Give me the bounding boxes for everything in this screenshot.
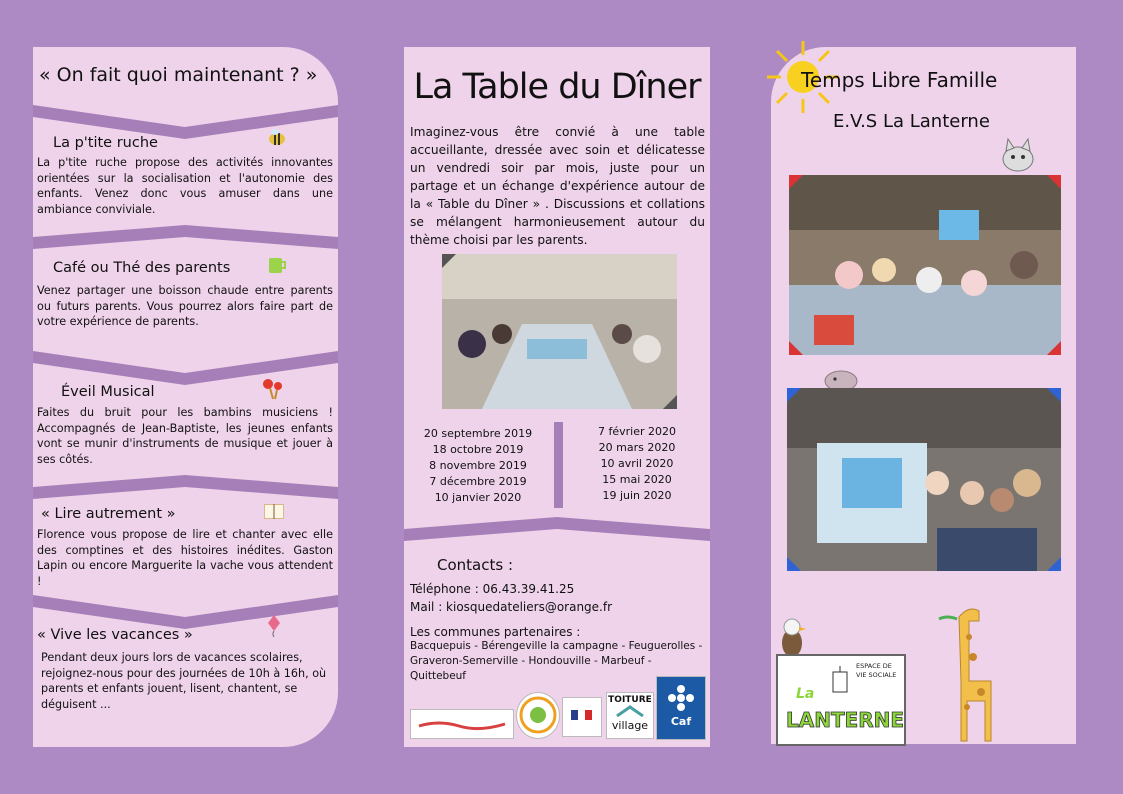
date-item: 10 janvier 2020 bbox=[434, 491, 522, 504]
republic-logo-icon bbox=[563, 698, 601, 736]
caf-flower-icon bbox=[666, 683, 696, 713]
children-photo-1-art bbox=[789, 175, 1061, 355]
photo-corner bbox=[1047, 341, 1061, 355]
dates-left bbox=[418, 426, 538, 506]
bird-icon bbox=[777, 617, 807, 659]
contacts-title: Contacts : bbox=[437, 556, 513, 574]
lanterne-logo-word: LANTERNE bbox=[786, 708, 905, 732]
brochure-subtitle: E.V.S La Lanterne bbox=[833, 111, 990, 132]
partner-logo bbox=[410, 709, 514, 739]
dinner-photo bbox=[442, 254, 677, 409]
caf-logo-text: Caf bbox=[670, 715, 692, 728]
photo-corner bbox=[1047, 175, 1061, 189]
section-body-ruche: La p'tite ruche propose des activités innovantes orientées sur la socialisation et l'autonomie des enfants. Venez donc vous amuser dans une ambiance conviviale. bbox=[37, 156, 333, 216]
intro-text: Imaginez-vous être convié à une table accueillante, dressée avec soin et délicatesse un vendredi soir par mois, juste pour un partage et un échange d'expérience autour de la « Table du Dîner » . Discussions et collations se mélangent harmonieusement autour du thème choisi par les parents. bbox=[410, 125, 705, 247]
children-photo-2 bbox=[787, 388, 1061, 571]
chevron-divider bbox=[33, 225, 338, 259]
partner-logo bbox=[606, 692, 654, 739]
date-item: 7 décembre 2019 bbox=[429, 475, 527, 488]
chevron-divider bbox=[404, 517, 710, 551]
date-item: 18 octobre 2019 bbox=[432, 443, 524, 456]
lantern-icon bbox=[826, 666, 854, 696]
photo-corner bbox=[789, 341, 803, 355]
bee-icon bbox=[265, 125, 289, 149]
dates-right bbox=[582, 424, 692, 504]
toiture-logo-text: TOITURE bbox=[608, 695, 652, 705]
date-separator bbox=[554, 422, 563, 508]
dinner-photo-art bbox=[442, 254, 677, 409]
chevron-divider bbox=[33, 475, 338, 509]
date-item: 7 février 2020 bbox=[597, 425, 676, 438]
date-item: 10 avril 2020 bbox=[600, 457, 674, 470]
section-body-lire: Florence vous propose de lire et chanter avec elle des comptines et des histoires inédites. Gaston Lapin ou encore Marguerite la vache vous attendent ! bbox=[37, 528, 333, 588]
section-body-eveil: Faites du bruit pour les bambins musiciens ! Accompagnés de Jean-Baptiste, les jeunes enfants vont se munir d'instruments de musique et jouer à ses côtés. bbox=[37, 406, 333, 466]
section-title-vacances: « Vive les vacances » bbox=[37, 627, 193, 643]
mail-text: Mail : kiosquedateliers@orange.fr bbox=[410, 600, 613, 614]
photo-corner bbox=[787, 388, 801, 402]
date-item: 8 novembre 2019 bbox=[429, 459, 527, 472]
photo-corner bbox=[787, 557, 801, 571]
section-title-lire: « Lire autrement » bbox=[41, 506, 176, 522]
photo-corner bbox=[442, 254, 456, 268]
children-photo-2-art bbox=[787, 388, 1061, 571]
section-body-vacances: Pendant deux jours lors de vacances scolaires, rejoignez-nous pour des journées de 10h à 16h, où parents et enfants jouent, lisent, chantent, se déguisent ... bbox=[41, 651, 327, 711]
colorful-logo-icon bbox=[517, 693, 559, 738]
section-body-cafe: Venez partager une boisson chaude entre parents ou futurs parents. Vous pourrez alors faire part de votre expérience de parents. bbox=[37, 284, 333, 328]
photo-corner bbox=[663, 395, 677, 409]
partner-logo bbox=[562, 697, 602, 737]
lanterne-logo bbox=[776, 654, 906, 746]
kiosque-logo-icon bbox=[411, 710, 513, 738]
book-icon bbox=[262, 499, 286, 523]
lanterne-logo-espace: ESPACE DE VIE SOCIALE bbox=[856, 662, 897, 679]
phone-text: Téléphone : 06.43.39.41.25 bbox=[410, 582, 575, 596]
cat-icon bbox=[996, 135, 1040, 175]
partner-logo bbox=[516, 692, 560, 739]
chevron-divider bbox=[33, 351, 338, 385]
section-title-cafe: Café ou Thé des parents bbox=[53, 260, 231, 276]
maracas-icon bbox=[261, 377, 285, 401]
brochure-title: Temps Libre Famille bbox=[801, 68, 998, 92]
giraffe-icon bbox=[929, 597, 1009, 747]
kite-icon bbox=[262, 614, 286, 638]
date-item: 20 mars 2020 bbox=[598, 441, 676, 454]
communes-list: Bacquepuis - Bérengeville la campagne - Feuguerolles - Graveron-Semerville - Hondouville - Marbeuf - Quittebeuf bbox=[410, 640, 703, 682]
right-panel bbox=[771, 47, 1076, 744]
section-title-eveil: Éveil Musical bbox=[61, 384, 155, 400]
children-photo-1 bbox=[789, 175, 1061, 355]
partner-logo bbox=[656, 676, 706, 740]
cup-icon bbox=[265, 253, 289, 277]
toiture-logo-sub: village bbox=[611, 719, 649, 732]
left-panel bbox=[33, 47, 338, 747]
communes-title: Les communes partenaires : bbox=[410, 625, 581, 639]
photo-corner bbox=[1047, 388, 1061, 402]
date-item: 19 juin 2020 bbox=[602, 489, 672, 502]
date-item: 15 mai 2020 bbox=[602, 473, 672, 486]
photo-corner bbox=[1047, 557, 1061, 571]
chevron-divider bbox=[33, 105, 338, 139]
chevron-divider bbox=[33, 595, 338, 629]
lanterne-logo-la: La bbox=[796, 686, 815, 702]
middle-panel bbox=[404, 47, 710, 747]
section-title-ruche: La p'tite ruche bbox=[53, 135, 158, 151]
page-title: La Table du Dîner bbox=[413, 67, 701, 107]
date-item: 20 septembre 2019 bbox=[423, 427, 533, 440]
photo-corner bbox=[789, 175, 803, 189]
roof-icon bbox=[615, 705, 645, 717]
left-heading: « On fait quoi maintenant ? » bbox=[39, 64, 318, 86]
